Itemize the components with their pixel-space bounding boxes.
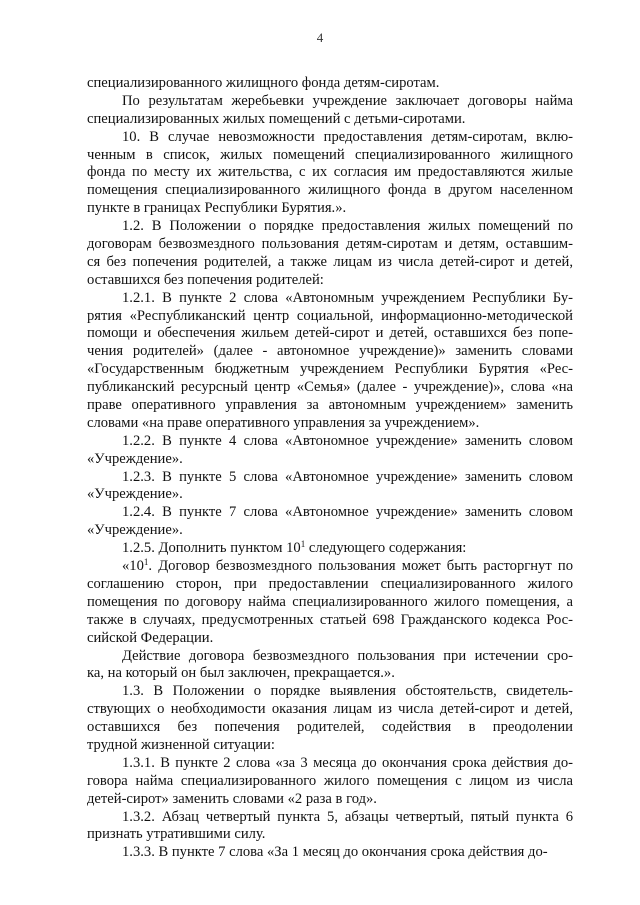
text-line: специализированных жилых помещений с детьми-сиротами.	[87, 110, 466, 127]
text-line: сийской Федерации.	[87, 629, 214, 646]
text-line: «Государственным бюджетным учреждением Республики Бурятия «Рес-	[87, 361, 573, 378]
paragraph	[87, 433, 573, 469]
text-line: «$10^1$. Договор безвозмездного пользования может быть расторгнут по	[122, 557, 573, 575]
paragraph	[87, 218, 573, 290]
text-line: 10. В случае невозможности предоставления детям-сиротам, вклю-	[122, 128, 573, 145]
text-line: чения родителей» (далее - автономное учреждение)» заменить словами	[87, 343, 573, 360]
paragraph	[87, 469, 573, 505]
text-line: «Учреждение».	[87, 450, 183, 467]
paragraph	[87, 558, 573, 647]
text-line: соглашению сторон, при предоставлении специализированного жилого	[87, 575, 573, 592]
text-line: 1.3. В Положении о порядке выявления обстоятельств, свидетель-	[122, 683, 573, 700]
paragraph	[87, 93, 573, 129]
text-line: помещения специализированного жилищного фонда в другом населенном	[87, 182, 573, 199]
paragraph	[87, 683, 573, 755]
text-line: 1.2.4. В пункте 7 слова «Автономное учреждение» заменить словом	[122, 504, 573, 521]
text-line: 1.2.3. В пункте 5 слова «Автономное учреждение» заменить словом	[122, 468, 573, 485]
paragraph	[87, 290, 573, 433]
paragraph	[87, 129, 573, 218]
paragraph	[87, 504, 573, 540]
text-line: договорам безвозмездного пользования детям-сиротам и детям, оставшим-	[87, 236, 573, 253]
text-line: ся без попечения родителей, а также лицам из числа детей-сирот и детей,	[87, 253, 573, 270]
text-line: публиканский ресурсный центр «Семья» (далее - учреждение)», слова «на	[87, 379, 573, 396]
paragraph	[87, 75, 573, 93]
text-line: Действие договора безвозмездного пользования при истечении сро-	[122, 647, 573, 664]
text-line: также в случаях, предусмотренных статьей 698 Гражданского кодекса Рос-	[87, 611, 573, 628]
text-line: трудной жизненной ситуации:	[87, 736, 275, 753]
superscript: 1	[300, 539, 306, 550]
text-line: 1.2.1. В пункте 2 слова «Автономным учреждением Республики Бу-	[122, 289, 573, 306]
text-line: помощи и обеспечения жильем детей-сирот и детей, оставшихся без попе-	[87, 325, 573, 342]
text-line: пункте в границах Республики Бурятия.».	[87, 200, 347, 217]
paragraph	[87, 540, 573, 558]
paragraph	[87, 844, 573, 862]
superscript: 1	[143, 557, 149, 568]
text-line: 1.3.1. В пункте 2 слова «за 3 месяца до окончания срока действия до-	[122, 754, 573, 771]
text-line: признать утратившими силу.	[87, 826, 266, 843]
text-line: оставшихся без попечения родителей:	[87, 271, 324, 288]
text-line: ченным в список, жилых помещений специализированного жилищного	[87, 146, 573, 163]
text-line: ствующих о необходимости оказания лицам из числа детей-сирот и детей,	[87, 701, 573, 718]
text-line: ка, на который он был заключен, прекращается.».	[87, 665, 395, 682]
text-line: оставшихся без попечения родителей, содействия в преодолении	[87, 719, 573, 736]
paragraph	[87, 809, 573, 845]
text-line: словами «на праве оперативного управления за учреждением».	[87, 414, 480, 431]
text-line: «Учреждение».	[87, 522, 183, 539]
text-line: По результатам жеребьевки учреждение заключает договоры найма	[122, 92, 573, 109]
text-line: 1.2.2. В пункте 4 слова «Автономное учреждение» заменить словом	[122, 432, 573, 449]
text-line: 1.2. В Положении о порядке предоставления жилых помещений по	[122, 218, 573, 235]
text-line: специализированного жилищного фонда детям-сиротам.	[87, 75, 440, 91]
page-number: 4	[316, 30, 324, 45]
paragraph	[87, 648, 573, 684]
text-line: помещения по договору найма специализированного жилого помещения, а	[87, 593, 573, 610]
text-line: рятия «Республиканский центр социальной, информационно-методической	[87, 307, 573, 324]
text-line: 1.2.5. Дополнить пунктом $10^1$ следующего содержания:	[122, 539, 467, 557]
text-line: 1.3.2. Абзац четвертый пункта 5, абзацы четвертый, пятый пункта 6	[122, 808, 573, 825]
text-line: детей-сирот» заменить словами «2 раза в год».	[87, 790, 377, 807]
text-line: «Учреждение».	[87, 486, 183, 503]
text-line: праве оперативного управления за автономным учреждением» заменить	[87, 397, 573, 414]
paragraph	[87, 755, 573, 809]
text-line: фонда по месту их жительства, с их согласия им предоставляются жилые	[87, 164, 573, 181]
text-line: говора найма специализированного жилого помещения с лицом из числа	[87, 772, 573, 789]
document-body	[87, 75, 573, 862]
text-line: 1.3.3. В пункте 7 слова «За 1 месяц до окончания срока действия до-	[122, 844, 548, 861]
